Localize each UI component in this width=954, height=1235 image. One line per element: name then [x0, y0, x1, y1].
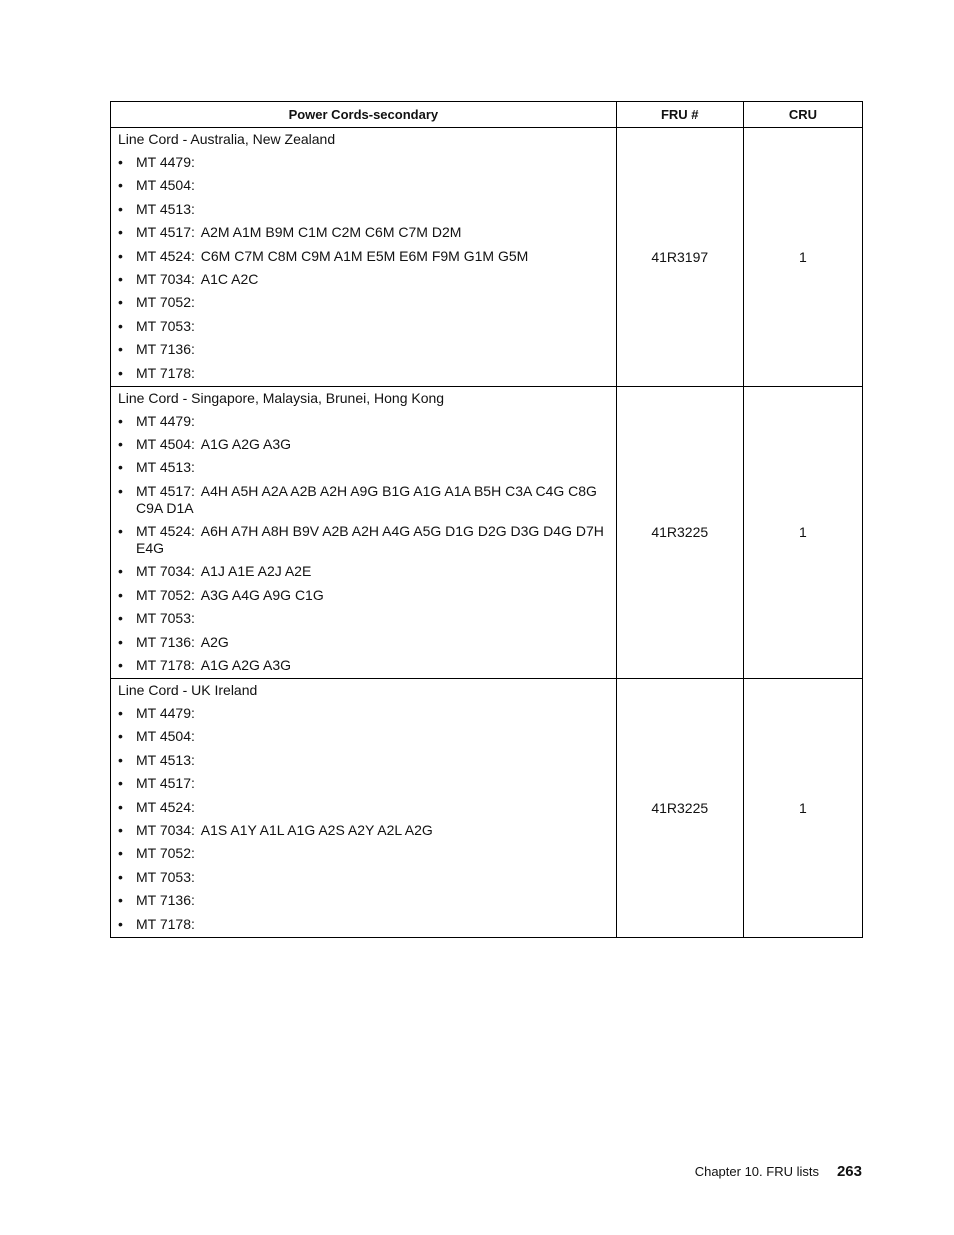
machine-type: MT 7136: [136, 892, 195, 909]
machine-type-list [118, 154, 608, 382]
machine-type: MT 7034: [136, 270, 195, 287]
bullet-icon: • [118, 868, 123, 885]
machine-type: MT 7178: [136, 915, 195, 932]
model-codes: A6H A7H A8H B9V A2B A2H A4G A5G D1G D2G D3G D4G D7H E4G [136, 523, 604, 557]
list-item [118, 459, 608, 476]
bullet-icon: • [118, 563, 123, 580]
page-footer [695, 1163, 862, 1180]
bullet-icon: • [118, 177, 123, 194]
bullet-icon: • [118, 224, 123, 241]
list-item [118, 341, 608, 358]
list-item [118, 799, 608, 816]
list-item [118, 154, 608, 171]
machine-type: MT 4524: [136, 523, 195, 540]
bullet-icon: • [118, 482, 123, 499]
model-codes: A2M A1M B9M C1M C2M C6M C7M D2M [200, 224, 462, 241]
bullet-icon: • [118, 586, 123, 603]
model-codes: A1S A1Y A1L A1G A2S A2Y A2L A2G [200, 821, 433, 838]
model-codes: A1G A2G A3G [200, 657, 292, 674]
bullet-icon: • [118, 523, 123, 540]
list-item [118, 523, 608, 557]
list-item [118, 822, 608, 839]
bullet-icon: • [118, 317, 123, 334]
machine-type: MT 4517: [136, 224, 195, 241]
bullet-icon: • [118, 751, 123, 768]
machine-type: MT 7052: [136, 845, 195, 862]
machine-type: MT 4513: [136, 459, 195, 476]
description-cell [111, 128, 617, 387]
machine-type: MT 7053: [136, 317, 195, 334]
bullet-icon: • [118, 200, 123, 217]
bullet-icon: • [118, 364, 123, 381]
description-cell [111, 386, 617, 679]
list-item [118, 892, 608, 909]
cru-tier: 1 [743, 386, 862, 679]
list-item [118, 657, 608, 674]
bullet-icon: • [118, 798, 123, 815]
bullet-icon: • [118, 892, 123, 909]
bullet-icon: • [118, 270, 123, 287]
bullet-icon: • [118, 775, 123, 792]
description-cell [111, 679, 617, 938]
machine-type: MT 7034: [136, 821, 195, 838]
list-item [118, 365, 608, 382]
table-header-row [111, 102, 863, 128]
list-item [118, 483, 608, 517]
list-item [118, 705, 608, 722]
machine-type: MT 7178: [136, 364, 195, 381]
machine-type: MT 4513: [136, 751, 195, 768]
model-codes: A3G A4G A9G C1G [200, 586, 324, 603]
bullet-icon: • [118, 610, 123, 627]
fru-number: 41R3225 [616, 679, 743, 938]
machine-type: MT 7136: [136, 633, 195, 650]
table-row [111, 386, 863, 679]
table-row [111, 679, 863, 938]
model-codes: A1C A2C [200, 270, 259, 287]
header-description: Power Cords-secondary [111, 102, 617, 128]
machine-type: MT 4504: [136, 435, 195, 452]
cru-tier: 1 [743, 128, 862, 387]
table-row [111, 128, 863, 387]
machine-type: MT 4513: [136, 200, 195, 217]
machine-type: MT 4524: [136, 247, 195, 264]
bullet-icon: • [118, 821, 123, 838]
bullet-icon: • [118, 459, 123, 476]
cru-tier: 1 [743, 679, 862, 938]
machine-type: MT 4479: [136, 412, 195, 429]
machine-type: MT 4479: [136, 705, 195, 722]
header-fru: FRU # [616, 102, 743, 128]
list-item [118, 752, 608, 769]
fru-number: 41R3197 [616, 128, 743, 387]
bullet-icon: • [118, 294, 123, 311]
header-cru: CRU [743, 102, 862, 128]
list-item [118, 271, 608, 288]
list-item [118, 563, 608, 580]
list-item [118, 845, 608, 862]
cord-title: Line Cord - UK Ireland [118, 682, 258, 699]
machine-type: MT 7178: [136, 657, 195, 674]
machine-type: MT 7052: [136, 586, 195, 603]
list-item [118, 294, 608, 311]
bullet-icon: • [118, 705, 123, 722]
list-item [118, 201, 608, 218]
list-item [118, 587, 608, 604]
list-item [118, 728, 608, 745]
list-item [118, 634, 608, 651]
machine-type: MT 4517: [136, 482, 195, 499]
machine-type: MT 4504: [136, 728, 195, 745]
machine-type: MT 4524: [136, 798, 195, 815]
list-item [118, 318, 608, 335]
list-item [118, 224, 608, 241]
list-item [118, 248, 608, 265]
bullet-icon: • [118, 247, 123, 264]
machine-type: MT 7053: [136, 610, 195, 627]
list-item [118, 436, 608, 453]
model-codes: A1G A2G A3G [200, 435, 292, 452]
bullet-icon: • [118, 845, 123, 862]
machine-type: MT 4517: [136, 775, 195, 792]
machine-type-list [118, 413, 608, 675]
model-codes: A2G [200, 633, 229, 650]
machine-type: MT 7136: [136, 341, 195, 358]
bullet-icon: • [118, 341, 123, 358]
list-item [118, 413, 608, 430]
bullet-icon: • [118, 728, 123, 745]
list-item [118, 869, 608, 886]
chapter-label: Chapter 10. FRU lists [694, 1164, 819, 1179]
machine-type: MT 4479: [136, 154, 195, 170]
list-item [118, 775, 608, 792]
list-item [118, 177, 608, 194]
bullet-icon: • [118, 915, 123, 932]
fru-table [110, 101, 863, 938]
model-codes: A4H A5H A2A A2B A2H A9G B1G A1G A1A B5H C3A C4G C8G C9A D1A [136, 482, 597, 516]
machine-type: MT 7053: [136, 868, 195, 885]
cord-title: Line Cord - Australia, New Zealand [118, 131, 336, 147]
fru-number: 41R3225 [616, 386, 743, 679]
bullet-icon: • [118, 412, 123, 429]
cord-title: Line Cord - Singapore, Malaysia, Brunei, Hong Kong [118, 389, 445, 406]
bullet-icon: • [118, 657, 123, 674]
model-codes: C6M C7M C8M C9M A1M E5M E6M F9M G1M G5M [200, 247, 529, 264]
machine-type: MT 7034: [136, 563, 195, 580]
bullet-icon: • [118, 154, 123, 170]
list-item [118, 916, 608, 933]
machine-type: MT 4504: [136, 177, 195, 194]
model-codes: A1J A1E A2J A2E [200, 563, 312, 580]
bullet-icon: • [118, 633, 123, 650]
machine-type: MT 7052: [136, 294, 195, 311]
bullet-icon: • [118, 435, 123, 452]
machine-type-list [118, 705, 608, 933]
list-item [118, 610, 608, 627]
page-number: 263 [836, 1163, 862, 1180]
